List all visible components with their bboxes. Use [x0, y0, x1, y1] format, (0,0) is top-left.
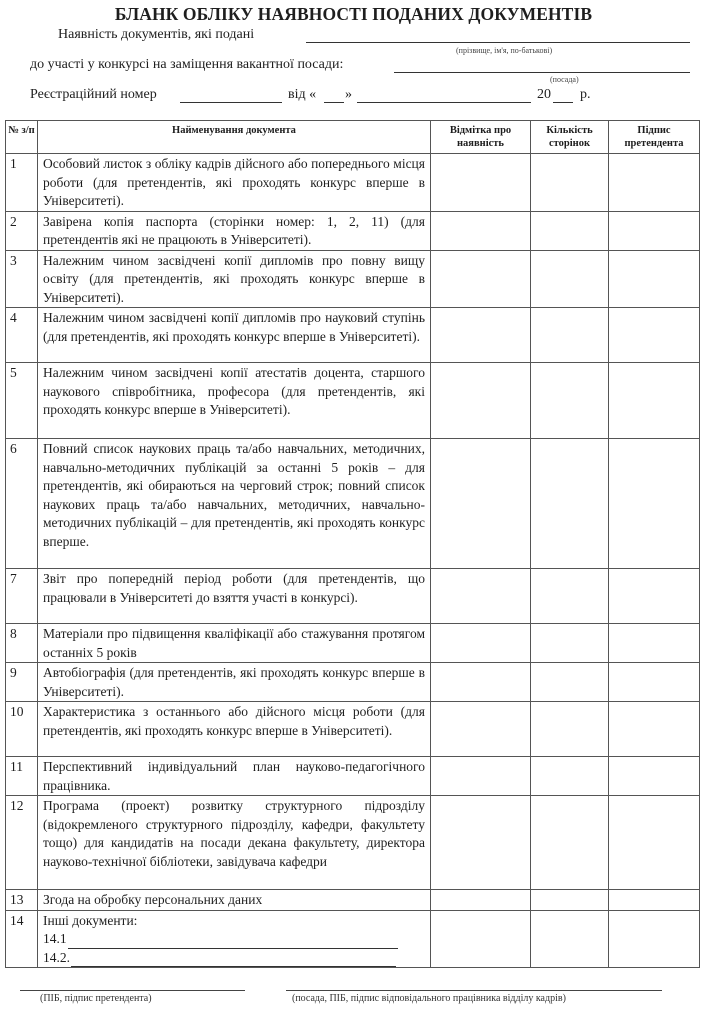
page-count-cell[interactable]	[531, 250, 609, 308]
document-name: Належним чином засвідчені копії атестатів доцента, старшого наукового співробітника, професора (для претендентів, які проходять конкурс вперше в Університеті).	[43, 365, 425, 417]
row-number: 1	[6, 154, 38, 212]
applicant-signature-cell[interactable]	[609, 308, 700, 363]
presence-mark-cell[interactable]	[431, 250, 531, 308]
date-close-quote: »	[345, 87, 352, 102]
table-row	[6, 624, 700, 663]
row-number: 2	[6, 211, 38, 250]
table-row	[6, 569, 700, 624]
date-month-field[interactable]	[357, 102, 531, 103]
presence-mark-cell[interactable]	[431, 308, 531, 363]
other-document-line	[43, 949, 425, 968]
table-row	[6, 250, 700, 308]
applicant-signature-cell[interactable]	[609, 154, 700, 212]
row-number: 11	[6, 757, 38, 796]
applicant-signature-cell[interactable]	[609, 796, 700, 890]
date-day-field[interactable]	[324, 102, 344, 103]
page-count-cell[interactable]	[531, 757, 609, 796]
year-suffix: р.	[580, 87, 591, 102]
applicant-signature-line[interactable]	[20, 990, 245, 991]
form-title: БЛАНК ОБЛІКУ НАЯВНОСТІ ПОДАНИХ ДОКУМЕНТІВ	[114, 4, 593, 24]
position-hint: (посада)	[550, 75, 579, 84]
document-name: Особовий листок з обліку кадрів дійсного або попереднього місця роботи (для претендентів, які проходять конкурс вперше в Університеті).	[43, 156, 425, 208]
table-row	[6, 757, 700, 796]
applicant-signature-cell[interactable]	[609, 663, 700, 702]
page-count-cell[interactable]	[531, 308, 609, 363]
page-count-cell[interactable]	[531, 363, 609, 439]
applicant-name-hint: (прізвище, ім'я, по-батькові)	[456, 46, 553, 55]
column-header-number: № з/п	[6, 121, 38, 154]
column-header-applicant-signature: Підпис претендента	[609, 121, 700, 154]
column-header-presence-mark: Відмітка про наявність	[431, 121, 531, 154]
other-document-field[interactable]	[71, 952, 396, 967]
table-row	[6, 796, 700, 890]
page-count-cell[interactable]	[531, 890, 609, 911]
page-count-cell[interactable]	[531, 796, 609, 890]
document-name-cell	[38, 910, 431, 968]
applicant-signature-cell[interactable]	[609, 757, 700, 796]
page-count-cell[interactable]	[531, 439, 609, 569]
document-name-cell	[38, 154, 431, 212]
table-row	[6, 154, 700, 212]
column-header-document-name: Найменування документа	[38, 121, 431, 154]
row-number: 4	[6, 308, 38, 363]
documents-table	[5, 120, 700, 968]
date-year-field[interactable]	[553, 102, 573, 103]
document-name-cell	[38, 663, 431, 702]
document-name-cell	[38, 363, 431, 439]
document-name: Звіт про попередній період роботи (для претендентів, що працювали в Університеті до взяття участі в конкурсі).	[43, 571, 425, 605]
applicant-signature-cell[interactable]	[609, 250, 700, 308]
presence-mark-cell[interactable]	[431, 624, 531, 663]
applicant-signature-cell[interactable]	[609, 890, 700, 911]
document-name-cell	[38, 439, 431, 569]
page-count-cell[interactable]	[531, 702, 609, 757]
table-row	[6, 308, 700, 363]
document-name-cell	[38, 757, 431, 796]
position-label: до участі у конкурсі на заміщення вакантної посади:	[30, 57, 344, 72]
hr-signature-line[interactable]	[286, 990, 662, 991]
year-prefix: 20	[537, 87, 551, 102]
document-name-cell	[38, 211, 431, 250]
document-name-cell	[38, 569, 431, 624]
page-count-cell[interactable]	[531, 624, 609, 663]
applicant-signature-cell[interactable]	[609, 910, 700, 968]
presence-mark-cell[interactable]	[431, 363, 531, 439]
presence-mark-cell[interactable]	[431, 757, 531, 796]
row-number: 8	[6, 624, 38, 663]
applicant-signature-cell[interactable]	[609, 624, 700, 663]
presence-mark-cell[interactable]	[431, 796, 531, 890]
submitted-by-label: Наявність документів, які подані	[58, 27, 255, 42]
presence-mark-cell[interactable]	[431, 663, 531, 702]
applicant-signature-caption: (ПІБ, підпис претендента)	[40, 993, 152, 1004]
applicant-name-field[interactable]	[306, 42, 690, 43]
document-name: Повний список наукових праць та/або навчальних, методичних, навчально-методичних публікацій за останні 5 років – для претендентів, які обираються на черговий строк; повний список наукових праць та/або навчальних, методичних, навчально-методичних публікацій – для претендентів, які проходять конкурс вперше.	[43, 441, 425, 549]
presence-mark-cell[interactable]	[431, 211, 531, 250]
table-header-row	[6, 121, 700, 154]
table-row	[6, 211, 700, 250]
other-document-line	[43, 930, 425, 949]
presence-mark-cell[interactable]	[431, 439, 531, 569]
applicant-signature-cell[interactable]	[609, 439, 700, 569]
document-name-cell	[38, 702, 431, 757]
document-name: Перспективний індивідуальний план науково-педагогічного працівника.	[43, 759, 425, 793]
page-count-cell[interactable]	[531, 910, 609, 968]
applicant-signature-cell[interactable]	[609, 211, 700, 250]
position-field[interactable]	[394, 72, 690, 73]
document-name: Інші документи:	[43, 912, 138, 928]
registration-number-field[interactable]	[180, 102, 282, 103]
table-row	[6, 439, 700, 569]
page-count-cell[interactable]	[531, 663, 609, 702]
registration-number-label: Реєстраційний номер	[30, 87, 157, 102]
row-number: 5	[6, 363, 38, 439]
row-number: 7	[6, 569, 38, 624]
table-row	[6, 663, 700, 702]
other-document-number: 14.1	[43, 931, 67, 946]
row-number: 14	[6, 910, 38, 968]
row-number: 12	[6, 796, 38, 890]
table-row	[6, 702, 700, 757]
document-name-cell	[38, 796, 431, 890]
row-number: 10	[6, 702, 38, 757]
document-name: Характеристика з останнього або дійсного місця роботи (для претендентів, які проходять конкурс вперше в Університеті).	[43, 704, 425, 738]
other-document-field[interactable]	[68, 934, 398, 949]
column-header-page-count: Кількість сторінок	[531, 121, 609, 154]
table-row	[6, 363, 700, 439]
row-number: 6	[6, 439, 38, 569]
presence-mark-cell[interactable]	[431, 890, 531, 911]
document-name: Належним чином засвідчені копії дипломів про повну вищу освіту (для претендентів, які проходять конкурс вперше в Університеті).	[43, 252, 425, 305]
row-number: 3	[6, 250, 38, 308]
presence-mark-cell[interactable]	[431, 154, 531, 212]
document-name: Матеріали про підвищення кваліфікації або стажування протягом останніх 5 років	[43, 626, 425, 660]
document-name: Автобіографія (для претендентів, які проходять конкурс вперше в Університеті).	[43, 665, 425, 699]
date-from-label: від «	[288, 87, 317, 102]
row-number: 9	[6, 663, 38, 702]
document-name: Завірена копія паспорта (сторінки номер: 1, 2, 11) (для претендентів які не працюють в Університеті).	[43, 213, 425, 247]
page-count-cell[interactable]	[531, 211, 609, 250]
presence-mark-cell[interactable]	[431, 910, 531, 968]
table-row	[6, 890, 700, 911]
applicant-signature-cell[interactable]	[609, 569, 700, 624]
table-row	[6, 910, 700, 968]
applicant-signature-cell[interactable]	[609, 363, 700, 439]
document-name-cell	[38, 890, 431, 911]
document-name-cell	[38, 308, 431, 363]
document-name-cell	[38, 250, 431, 308]
page-count-cell[interactable]	[531, 154, 609, 212]
document-name-cell	[38, 624, 431, 663]
presence-mark-cell[interactable]	[431, 702, 531, 757]
page-count-cell[interactable]	[531, 569, 609, 624]
presence-mark-cell[interactable]	[431, 569, 531, 624]
document-name: Належним чином засвідчені копії дипломів про науковий ступінь (для претендентів, які проходять конкурс вперше в Університеті).	[43, 310, 425, 344]
hr-signature-caption: (посада, ПІБ, підпис відповідального працівника відділу кадрів)	[292, 993, 566, 1004]
document-name: Згода на обробку персональних даних	[43, 892, 263, 907]
row-number: 13	[6, 890, 38, 911]
other-document-number: 14.2.	[43, 949, 70, 965]
applicant-signature-cell[interactable]	[609, 702, 700, 757]
document-name: Програма (проект) розвитку структурного підрозділу (відокремленого структурного підрозділу, кафедри, факультету тощо) для кандидатів на посади декана факультету, директора науково-технічної бібліотеки, завідувача кафедри	[43, 798, 425, 869]
